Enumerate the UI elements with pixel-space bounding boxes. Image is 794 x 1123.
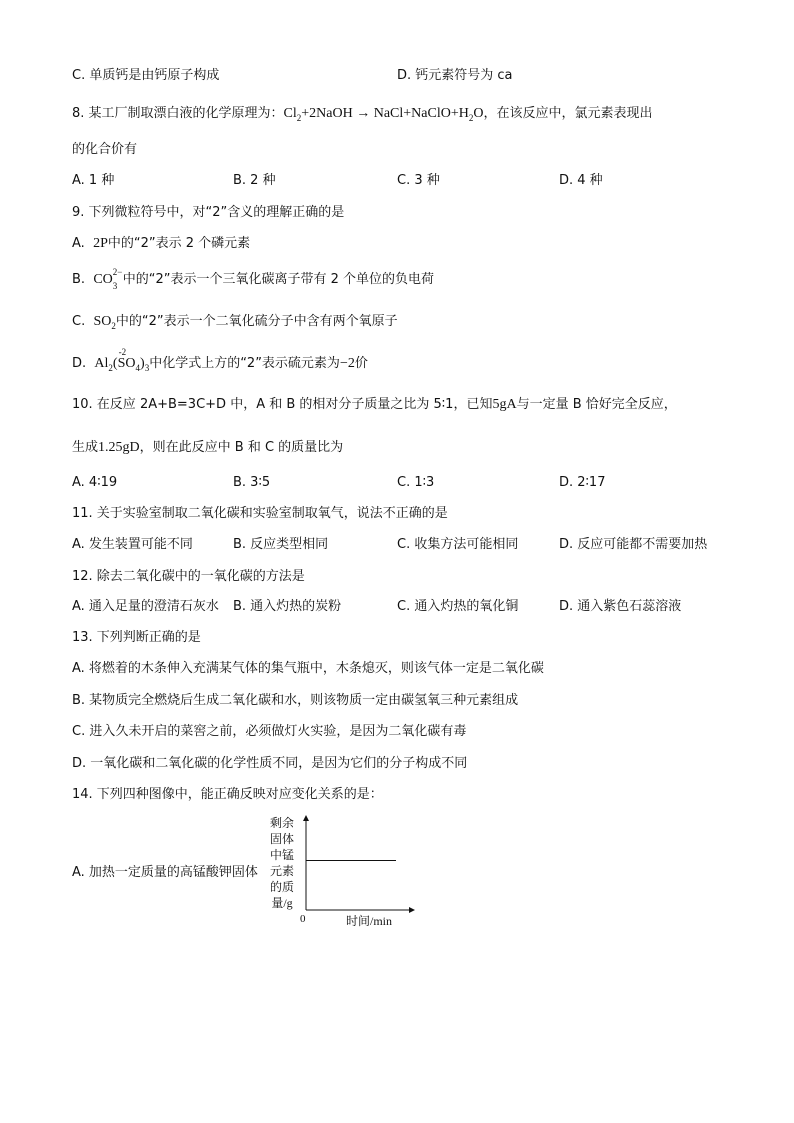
- q8-stem-a: 8. 某工厂制取漂白液的化学原理为：: [72, 106, 284, 121]
- q10-mass-d: 1.25gD: [98, 440, 140, 455]
- chart-y-axis-label-line: 的质: [269, 880, 294, 894]
- q9-option-a-symbol: 2P: [93, 236, 108, 251]
- q9-option-d-formula: $Al_2$( -2 $SO_4)_3$: [94, 347, 150, 373]
- chart-y-axis-label-line: 量/g: [271, 896, 293, 910]
- q13-option-a: A. 将燃着的木条伸入充满某气体的集气瓶中，木条熄灭，则该气体一定是二氧化碳: [72, 661, 544, 676]
- q8-stem-b: ，在该反应中，氯元素表现出: [483, 106, 653, 121]
- q8-equation: $Cl_2+2NaOH$ → $NaCl+NaClO+H_2O$: [283, 106, 484, 123]
- q12-option-b: B. 通入灼热的炭粉: [233, 599, 342, 614]
- q11-option-a: A. 发生装置可能不同: [72, 537, 193, 552]
- chart-origin-label: 0: [300, 913, 306, 925]
- chart-x-axis-label: 时间/min: [346, 914, 393, 928]
- q11-stem: 11. 关于实验室制取二氧化碳和实验室制取氧气，说法不正确的是: [72, 506, 448, 521]
- q12-option-d: D. 通入紫色石蕊溶液: [559, 599, 682, 614]
- q13-option-c: C. 进入久未开启的菜窖之前，必须做灯火实验，是因为二氧化碳有毒: [72, 724, 467, 739]
- q9-option-d: D. $Al_2$( -2 $SO_4)_3$中化学式上方的“2”表示硫元素为−2价: [72, 347, 368, 373]
- q10-option-c: C. 1∶3: [397, 475, 435, 490]
- chart-y-axis-label-line: 固体: [269, 832, 294, 846]
- q8-stem-c: 的化合价有: [72, 142, 138, 157]
- q8-option-a: A. 1 种: [72, 173, 115, 188]
- q12-option-c: C. 通入灼热的氧化铜: [397, 599, 519, 614]
- q14-option-a: A. 加热一定质量的高锰酸钾固体: [72, 865, 258, 880]
- q13-option-d: D. 一氧化碳和二氧化碳的化学性质不同，是因为它们的分子构成不同: [72, 756, 468, 771]
- q12-stem: 12. 除去二氧化碳中的一氧化碳的方法是: [72, 569, 305, 584]
- q12-option-a: A. 通入足量的澄清石灰水: [72, 599, 219, 614]
- chart-y-axis-label-line: 剩余: [269, 816, 294, 830]
- q10-option-d: D. 2∶17: [559, 475, 606, 490]
- chart-y-axis-label-line: 元素: [269, 864, 294, 878]
- q8-stem: [72, 105, 652, 127]
- q9-stem: 9. 下列微粒符号中，对“2”含义的理解正确的是: [72, 205, 345, 220]
- q10-option-b: B. 3∶5: [233, 475, 271, 490]
- q13-option-b: B. 某物质完全燃烧后生成二氧化碳和水，则该物质一定由碳氢氧三种元素组成: [72, 693, 519, 708]
- q11-option-d: D. 反应可能都不需要加热: [559, 537, 708, 552]
- chart-y-axis-label-line: 中锰: [269, 848, 294, 862]
- q14-stem: 14. 下列四种图像中，能正确反映对应变化关系的是：: [72, 787, 383, 802]
- q9-option-c: C. $SO_2$中的“2”表示一个二氧化硫分子中含有两个氧原子: [72, 314, 398, 331]
- q9-option-b: B. CO 2− 3 中的“2”表示一个三氧化碳离子带有 2 个单位的负电荷: [72, 267, 435, 291]
- q11-option-b: B. 反应类型相同: [233, 537, 329, 552]
- q10-stem-line1: 10. 在反应 2A+B=3C+D 中，A 和 B 的相对分子质量之比为 5∶1，已知5gA与一定量 B 恰好完全反应，: [72, 397, 677, 412]
- q11-option-c: C. 收集方法可能相同: [397, 537, 519, 552]
- chart: [290, 810, 430, 930]
- q13-stem: 13. 下列判断正确的是: [72, 630, 201, 645]
- q7-option-d: D. 钙元素符号为 ca: [397, 68, 513, 83]
- q8-option-c: C. 3 种: [397, 173, 440, 188]
- q10-stem-line2: 生成1.25gD，则在此反应中 B 和 C 的质量比为: [72, 440, 344, 455]
- q10-mass-a: 5gA: [492, 397, 517, 412]
- q7-option-c: C. 单质钙是由钙原子构成: [72, 68, 220, 83]
- q9-option-b-symbol: CO 2− 3: [93, 267, 123, 291]
- q9-option-a: A. 2P中的“2”表示 2 个磷元素: [72, 236, 251, 251]
- q8-option-d: D. 4 种: [559, 173, 603, 188]
- q10-option-a: A. 4∶19: [72, 475, 118, 490]
- q9-option-c-symbol: $SO_2$: [93, 314, 116, 331]
- q8-option-b: B. 2 种: [233, 173, 276, 188]
